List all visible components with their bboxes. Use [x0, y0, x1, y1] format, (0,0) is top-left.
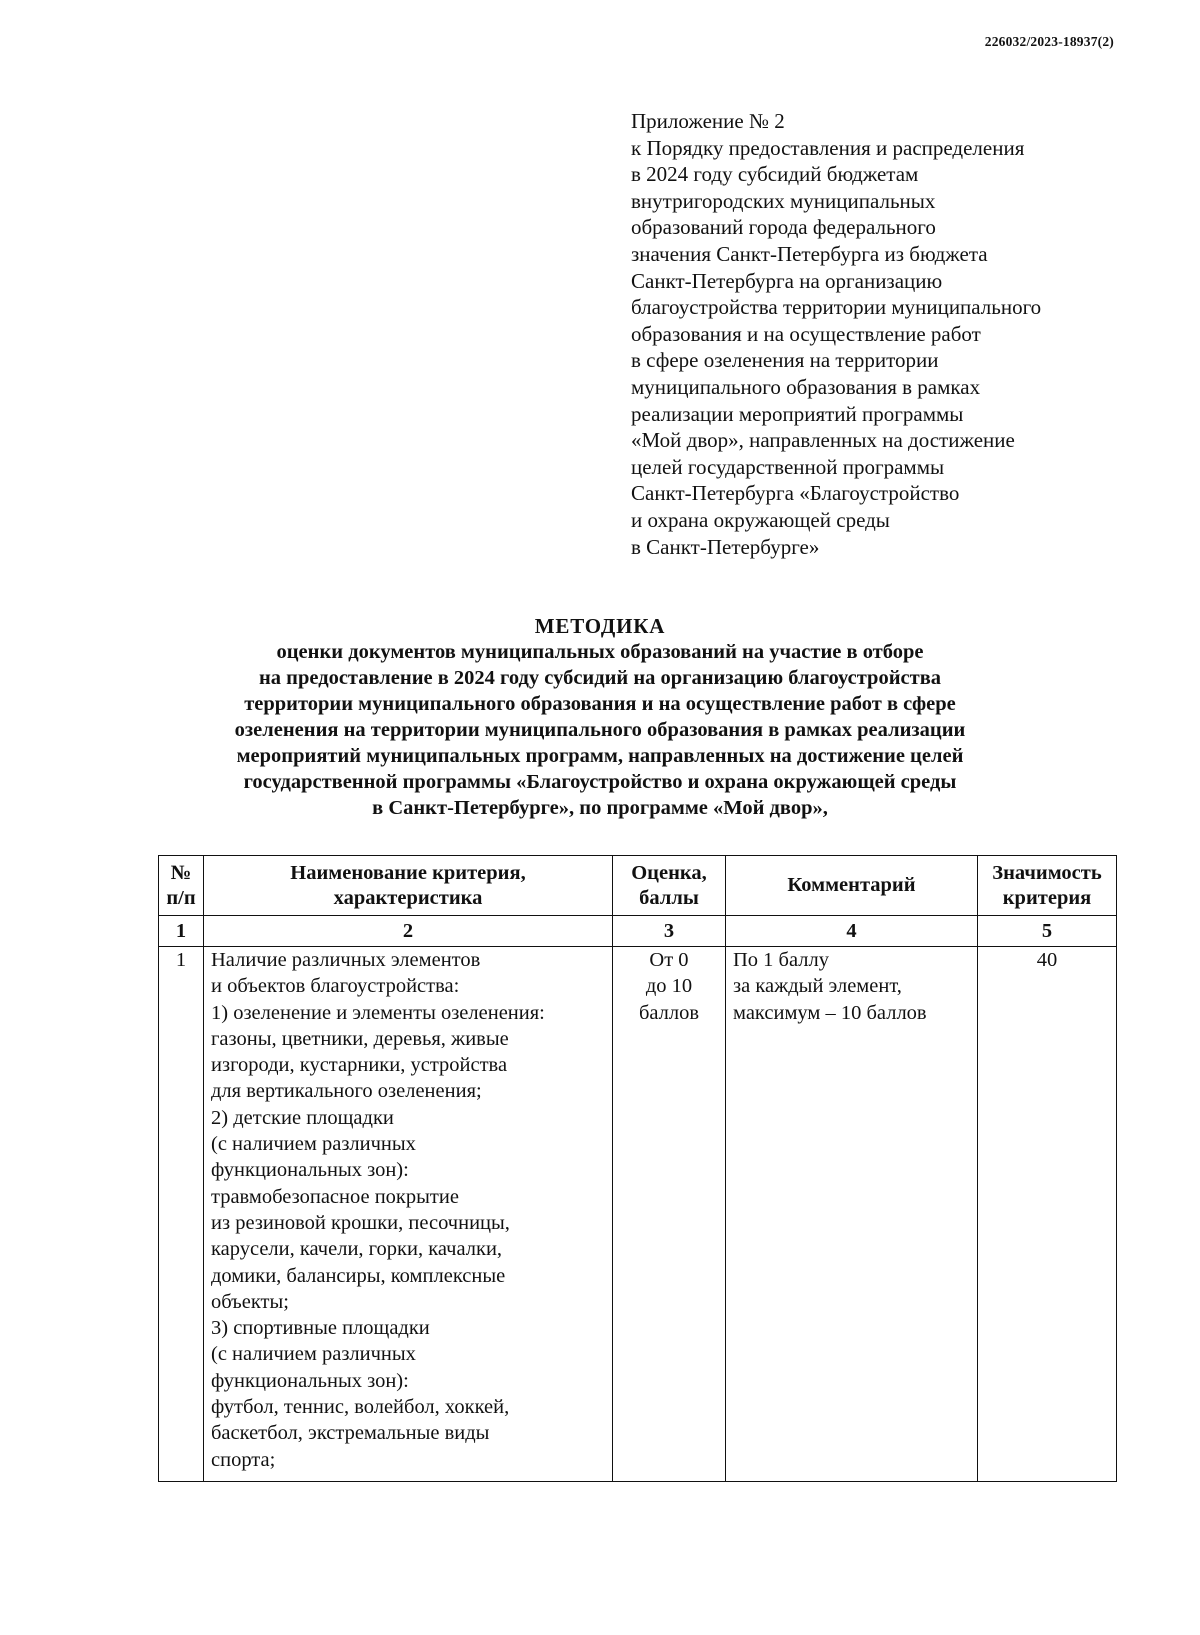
appendix-line: Санкт-Петербурга «Благоустройство: [631, 481, 960, 506]
appendix-line: образования и на осуществление работ: [631, 321, 981, 346]
appendix-line: значения Санкт-Петербурга из бюджета: [631, 241, 988, 266]
subtitle-line: в Санкт-Петербурге», по программе «Мой двор»,: [372, 797, 828, 819]
table-row: [159, 947, 1117, 1482]
comment-line: максимум – 10 баллов: [733, 1001, 927, 1024]
comment-line: за каждый элемент,: [733, 975, 902, 998]
header-text: Оценка,: [631, 861, 707, 884]
criterion-line: и объектов благоустройства:: [211, 975, 460, 998]
column-number: 3: [613, 916, 726, 947]
appendix-line: внутригородских муниципальных: [631, 188, 936, 213]
subtitle-line: государственной программы «Благоустройство и охрана окружающей среды: [243, 771, 957, 793]
score-line: до 10: [645, 975, 693, 998]
criterion-line: для вертикального озеленения;: [211, 1080, 482, 1103]
header-text: баллы: [639, 886, 699, 909]
appendix-line: муниципального образования в рамках: [631, 374, 981, 399]
header-cell-criterion: [204, 856, 613, 916]
header-text: характеристика: [333, 886, 483, 909]
criteria-table: [158, 855, 1117, 1482]
appendix-line: «Мой двор», направленных на достижение: [631, 428, 1015, 453]
score-cell: [613, 947, 726, 1482]
weight-cell: 40: [978, 947, 1117, 1482]
criterion-line: баскетбол, экстремальные виды: [211, 1422, 490, 1445]
criterion-line: травмобезопасное покрытие: [211, 1185, 459, 1208]
criterion-line: функциональных зон):: [211, 1159, 409, 1182]
header-cell-number: [159, 856, 204, 916]
column-number: 1: [159, 916, 204, 947]
appendix-line: и охрана окружающей среды: [631, 507, 890, 532]
appendix-line: в сфере озеленения на территории: [631, 348, 939, 373]
table-header-row: [159, 856, 1117, 916]
score-line: От 0: [649, 949, 689, 971]
appendix-line: в Санкт-Петербурге»: [631, 534, 820, 559]
criterion-line: объекты;: [211, 1290, 289, 1313]
appendix-line: реализации мероприятий программы: [631, 401, 964, 426]
row-number: 1: [159, 947, 204, 1482]
appendix-line: целей государственной программы: [631, 454, 945, 479]
header-cell-score: [613, 856, 726, 916]
criterion-line: функциональных зон):: [211, 1369, 409, 1392]
criterion-line: изгороди, кустарники, устройства: [211, 1054, 508, 1077]
appendix-line: образований города федерального: [631, 215, 936, 240]
header-text: Наименование критерия,: [290, 861, 526, 884]
criterion-line: (с наличием различных: [211, 1133, 416, 1156]
criterion-line: из резиновой крошки, песочницы,: [211, 1211, 510, 1234]
appendix-line: благоустройства территории муниципального: [631, 295, 1042, 320]
criterion-line: (с наличием различных: [211, 1343, 416, 1366]
document-registration-number: 226032/2023-18937(2): [984, 34, 1114, 49]
appendix-line: в 2024 году субсидий бюджетам: [631, 162, 919, 187]
header-text: №: [170, 861, 192, 884]
subtitle-line: озеленения на территории муниципального образования в рамках реализации: [234, 719, 966, 741]
criterion-cell: [204, 947, 613, 1482]
criterion-line: футбол, теннис, волейбол, хоккей,: [211, 1396, 510, 1419]
subtitle-line: территории муниципального образования и на осуществление работ в сфере: [244, 693, 956, 715]
column-number: 2: [204, 916, 613, 947]
header-text: Значимость: [992, 861, 1102, 884]
document-title: МЕТОДИКА: [534, 614, 666, 638]
header-text: п/п: [166, 886, 196, 909]
appendix-line: Приложение № 2: [631, 109, 785, 133]
criterion-line: Наличие различных элементов: [211, 949, 481, 971]
appendix-heading: [631, 108, 1151, 560]
criterion-line: спорта;: [211, 1448, 276, 1471]
header-cell-weight: [978, 856, 1117, 916]
column-number: 5: [978, 916, 1117, 947]
criterion-line: газоны, цветники, деревья, живые: [211, 1027, 509, 1050]
subtitle-line: мероприятий муниципальных программ, направленных на достижение целей: [236, 745, 964, 767]
appendix-line: к Порядку предоставления и распределения: [631, 135, 1025, 160]
criterion-line: домики, балансиры, комплексные: [211, 1264, 506, 1287]
comment-line: По 1 баллу: [733, 949, 829, 971]
header-text: критерия: [1002, 886, 1092, 909]
methodology-title: [150, 613, 1050, 821]
header-text: Комментарий: [787, 874, 916, 896]
subtitle-line: оценки документов муниципальных образований на участие в отборе: [276, 641, 924, 663]
header-cell-comment: [726, 856, 978, 916]
criterion-line: 2) детские площадки: [211, 1106, 394, 1129]
column-number: 4: [726, 916, 978, 947]
criterion-line: 3) спортивные площадки: [211, 1317, 430, 1340]
score-line: баллов: [638, 1001, 700, 1024]
column-number-row: [159, 916, 1117, 947]
comment-cell: [726, 947, 978, 1482]
subtitle-line: на предоставление в 2024 году субсидий на организацию благоустройства: [258, 667, 942, 689]
criterion-line: 1) озеленение и элементы озеленения:: [211, 1001, 545, 1024]
appendix-line: Санкт-Петербурга на организацию: [631, 268, 943, 293]
criterion-line: карусели, качели, горки, качалки,: [211, 1238, 503, 1261]
